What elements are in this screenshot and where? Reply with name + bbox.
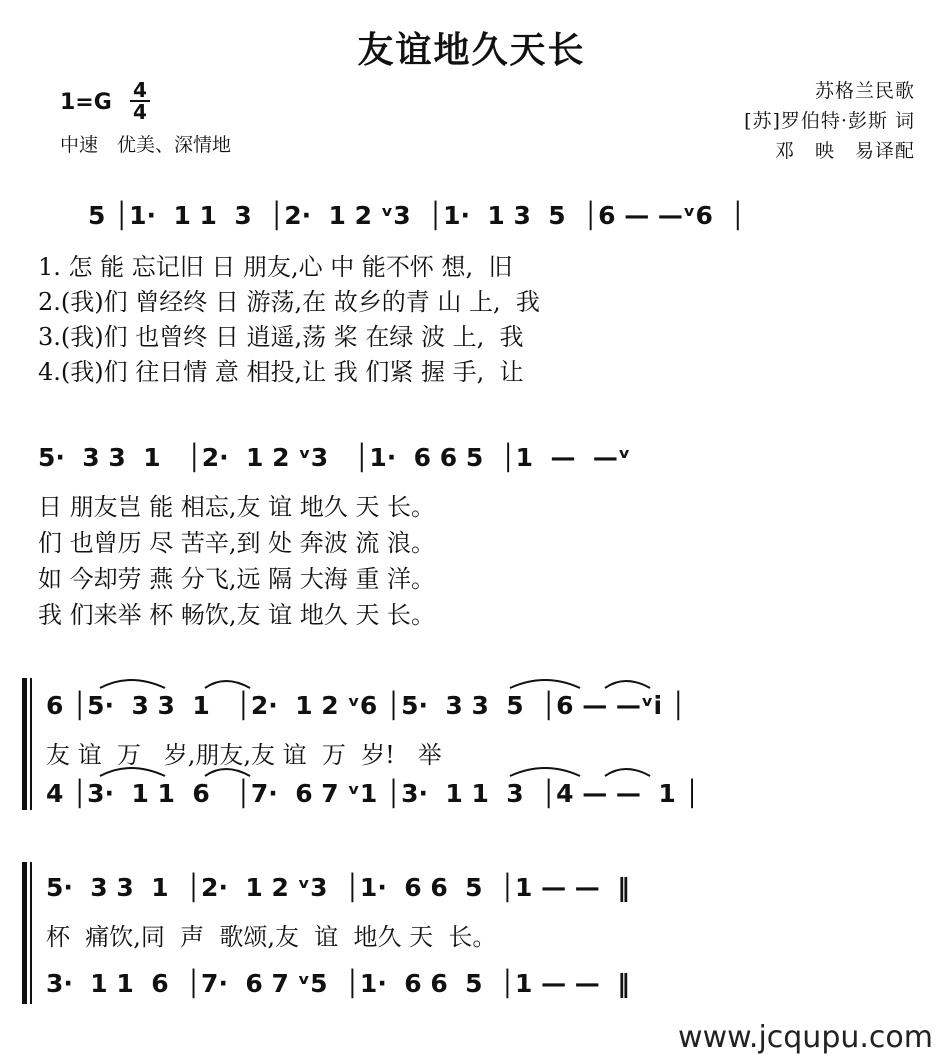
system1-verse-2: 2.(我)们 曾经终 日 游荡,在 故乡的青 山 上, 我 xyxy=(38,288,540,316)
system3-notes-lower: 4 │3· 1 1 6 │7· 6 7 ᵛ1 │3· 1 1 3 │4 — — 1 │ xyxy=(46,779,700,808)
slur-s3-3 xyxy=(510,680,580,688)
credit-origin: 苏格兰民歌 xyxy=(814,80,915,102)
system4-notes-upper: 5· 3 3 1 │2· 1 2 ᵛ3 │1· 6 6 5 │1 — — ‖ xyxy=(46,873,630,902)
slur-s3-6 xyxy=(205,769,250,776)
system1-verse-3: 3.(我)们 也曾终 日 逍遥,荡 桨 在绿 波 上, 我 xyxy=(38,323,524,351)
system2-verse-4: 我 们来举 杯 畅饮,友 谊 地久 天 长。 xyxy=(38,601,436,629)
system1-notes: 5 │1· 1 1 3 │2· 1 2 ᵛ3 │1· 1 3 5 │6 — —ᵛ6 │ xyxy=(88,201,746,230)
credit-translator: 邓 映 易译配 xyxy=(774,140,915,162)
slur-s3-8 xyxy=(605,769,650,776)
time-signature-bottom: 4 xyxy=(133,100,147,124)
system1-verse-4: 4.(我)们 往日情 意 相投,让 我 们紧 握 手, 让 xyxy=(38,358,524,386)
system4-lyric: 杯 痛饮,同 声 歌颂,友 谊 地久 天 长。 xyxy=(46,923,497,951)
slur-s3-5 xyxy=(100,768,165,776)
system2-notes: 5· 3 3 1 │2· 1 2 ᵛ3 │1· 6 6 5 │1 — —ᵛ xyxy=(38,443,631,472)
system3-lyric: 友 谊 万 岁,朋友,友 谊 万 岁! 举 xyxy=(46,741,442,769)
song-title: 友谊地久天长 xyxy=(357,29,586,71)
slur-s3-2 xyxy=(205,681,250,688)
system3-notes-upper: 6 │5· 3 3 1 │2· 1 2 ᵛ6 │5· 3 3 5 │6 — —ᵛi │ xyxy=(46,691,686,720)
slur-s3-1 xyxy=(100,680,165,688)
site-watermark: www.jcqupu.com xyxy=(678,1020,933,1055)
tempo-marking: 中速 优美、深情地 xyxy=(60,134,232,156)
credit-lyricist: [苏]罗伯特·彭斯 词 xyxy=(744,110,915,132)
system4-notes-lower: 3· 1 1 6 │7· 6 7 ᵛ5 │1· 6 6 5 │1 — — ‖ xyxy=(46,969,630,998)
system1-verse-1: 1. 怎 能 忘记旧 日 朋友,心 中 能不怀 想, 旧 xyxy=(38,253,513,281)
time-signature-top: 4 xyxy=(133,78,147,102)
slur-s3-7 xyxy=(510,768,580,776)
slur-s3-4 xyxy=(605,681,650,688)
system2-verse-3: 如 今却劳 燕 分飞,远 隔 大海 重 洋。 xyxy=(38,565,436,593)
key-signature: 1=G xyxy=(60,90,112,115)
system2-verse-2: 们 也曾历 尽 苦辛,到 处 奔波 流 浪。 xyxy=(38,529,436,557)
system2-verse-1: 日 朋友岂 能 相忘,友 谊 地久 天 长。 xyxy=(38,493,436,521)
